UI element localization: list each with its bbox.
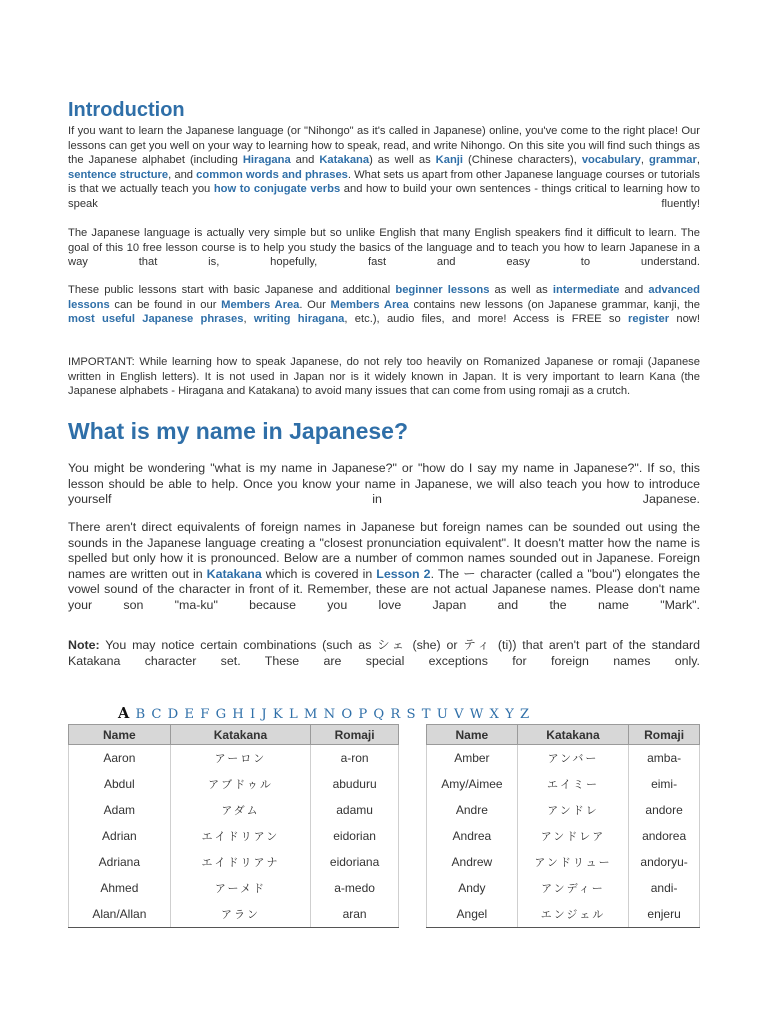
text: These public lessons start with basic Japanese and additional [68, 284, 396, 296]
romaji-cell: andore [629, 797, 700, 823]
romaji-cell: amba- [629, 745, 700, 772]
names-table-right [426, 724, 700, 928]
table-row [69, 875, 399, 901]
text: . What sets us apart from other Japanese language courses or tutorials is that we actually teach you [68, 168, 701, 196]
text: contains new lessons (on Japanese grammar, kanji, the [408, 298, 700, 311]
katakana-cell: アンドリュー [517, 849, 628, 875]
katakana-cell: エイドリアン [170, 823, 310, 849]
intermediate-link[interactable]: intermediate [552, 284, 620, 296]
register-link[interactable]: register [628, 313, 670, 326]
name-cell: Adrian [69, 823, 171, 849]
romaji-cell: aran [311, 901, 399, 928]
romaji-cell: eidorian [311, 823, 399, 849]
alphabet-letter-x[interactable]: X [489, 707, 499, 722]
katakana-cell: アンドレア [517, 823, 628, 849]
text: If you want to learn the Japanese language (or "Nihongo" as it's called in Japanese) online, you've come to the right place! Our lessons can get you well on your way to learning how to speak, read, and write Nihongo. On this site you will find such things as the Japanese alphabet (including [68, 125, 700, 167]
note-label: Note: [68, 638, 100, 652]
grammar-link[interactable]: grammar [649, 154, 697, 167]
name-cell: Andrew [427, 849, 518, 875]
katakana-cell: アラン [170, 901, 310, 928]
romaji-cell: andi- [629, 875, 700, 901]
members-area-link[interactable]: Members Area [221, 298, 300, 311]
romaji-cell: enjeru [629, 901, 700, 928]
name-cell: Aaron [69, 745, 171, 772]
katakana-cell: アーロン [170, 745, 310, 772]
alphabet-letter-e[interactable]: E [184, 707, 195, 722]
alphabet-letter-v[interactable]: V [454, 707, 464, 722]
katakana-cell: アーメド [170, 875, 310, 901]
name-paragraph-2 [68, 520, 700, 614]
column-header-name: Name [427, 725, 518, 745]
name-cell: Adam [69, 797, 171, 823]
alphabet-letter-j[interactable]: J [261, 707, 267, 722]
text: now! [669, 313, 700, 326]
text: , [696, 154, 700, 167]
name-cell: Andrea [427, 823, 518, 849]
name-cell: Angel [427, 901, 518, 928]
katakana-link[interactable]: Katakana [319, 154, 370, 167]
text: . The ー character (called a "bou") elongates the vowel sound of the character in front of it. Remember, these are not actual Japanese names. Please don't name your son "ma-ku" because you love Japan and the name "Mark". [68, 566, 700, 612]
kanji-link[interactable]: Kanji [435, 154, 464, 167]
katakana-cell: アンディー [517, 875, 628, 901]
vocabulary-link[interactable]: vocabulary [581, 154, 641, 167]
column-header-katakana: Katakana [517, 725, 628, 745]
katakana-cell: エンジェル [517, 901, 628, 928]
alphabet-letter-a[interactable]: A [118, 705, 130, 722]
romaji-cell: a-ron [311, 745, 399, 772]
text: You may notice certain combinations (such as シェ (she) or ティ (ti)) that aren't part of the standard Katakana character set. These are special exceptions for foreign names only. [68, 638, 700, 668]
table-row [427, 797, 700, 823]
alphabet-letter-f[interactable]: F [200, 707, 210, 722]
table-row [427, 901, 700, 928]
alphabet-letter-r[interactable]: R [390, 707, 401, 722]
katakana-cell: アンドレ [517, 797, 628, 823]
katakana-cell: エイミー [517, 771, 628, 797]
note-paragraph [68, 638, 700, 669]
beginner-lessons-link[interactable]: beginner lessons [395, 284, 490, 296]
members-area-link-2[interactable]: Members Area [330, 298, 409, 311]
name-cell: Andre [427, 797, 518, 823]
romaji-cell: a-medo [311, 875, 399, 901]
name-cell: Abdul [69, 771, 171, 797]
katakana-cell: アブドゥル [170, 771, 310, 797]
advanced-lessons-link[interactable]: advanced lessons [68, 284, 700, 311]
table-row [69, 745, 399, 772]
table-row [69, 823, 399, 849]
alphabet-letter-t[interactable]: T [421, 707, 431, 722]
conjugate-verbs-link[interactable]: how to conjugate verbs [213, 183, 341, 196]
column-header-romaji: Romaji [629, 725, 700, 745]
text: . Our [299, 298, 331, 311]
katakana-cell: アンバー [517, 745, 628, 772]
alphabet-letter-d[interactable]: D [167, 707, 179, 722]
alphabet-letter-m[interactable]: M [303, 707, 318, 722]
name-cell: Andy [427, 875, 518, 901]
alphabet-letter-i[interactable]: I [250, 707, 256, 722]
name-section-heading: What is my name in Japanese? [68, 418, 409, 444]
sentence-structure-link[interactable]: sentence structure [68, 168, 169, 181]
alphabet-letter-h[interactable]: H [232, 707, 244, 722]
column-header-katakana: Katakana [170, 725, 310, 745]
writing-hiragana-link[interactable]: writing hiragana [253, 313, 345, 326]
table-row [69, 797, 399, 823]
name-cell: Amber [427, 745, 518, 772]
alphabet-letter-s[interactable]: S [406, 707, 416, 722]
alphabet-letter-n[interactable]: N [323, 707, 336, 722]
table-row [427, 745, 700, 772]
table-row [69, 771, 399, 797]
text: ) as well as [369, 154, 436, 167]
intro-paragraph-3 [68, 283, 700, 327]
text: and how to build your own sentences - things critical to learning how to speak fluently! [68, 183, 700, 210]
table-row [69, 901, 399, 928]
table-row [69, 849, 399, 875]
text: can be found in our [109, 298, 222, 311]
alphabet-letter-z[interactable]: Z [520, 707, 530, 722]
lesson-2-link[interactable]: Lesson 2 [376, 566, 431, 581]
hiragana-link[interactable]: Hiragana [242, 154, 291, 167]
alphabet-letter-y[interactable]: Y [505, 707, 514, 722]
katakana-cell: エイドリアナ [170, 849, 310, 875]
name-cell: Alan/Allan [69, 901, 171, 928]
alphabet-letter-l[interactable]: L [288, 707, 298, 722]
romaji-cell: abuduru [311, 771, 399, 797]
introduction-heading: Introduction [68, 99, 185, 121]
common-words-link[interactable]: common words and phrases [196, 168, 348, 181]
text: as well as [489, 284, 553, 296]
text: which is covered in [261, 566, 377, 581]
text: , [243, 313, 254, 326]
table-row [427, 875, 700, 901]
romaji-cell: andorea [629, 823, 700, 849]
katakana-link[interactable]: Katakana [206, 566, 262, 581]
text: , etc.), audio files, and more! Access is FREE so [344, 313, 629, 326]
table-row [427, 849, 700, 875]
alphabet-letter-u[interactable]: U [436, 707, 448, 722]
table-row [427, 771, 700, 797]
important-note: IMPORTANT: While learning how to speak Japanese, do not rely too heavily on Romanized Japanese or romaji (Japanese written in English letters). It is not used in Japan nor is it widely known in Japan. It is very important to learn Kana (the Japanese alphabets - Hiragana and Katakana) to avoid many issues that can come from using romaji as a crutch. [68, 356, 700, 398]
alphabet-index [118, 705, 658, 722]
alphabet-letter-w[interactable]: W [469, 707, 484, 722]
text: (Chinese characters), [463, 154, 582, 167]
romaji-cell: andoryu- [629, 849, 700, 875]
romaji-cell: adamu [311, 797, 399, 823]
intro-paragraph-2: The Japanese language is actually very simple but so unlike English that many English speakers find it difficult to learn. The goal of this 10 free lesson course is to help you study the basics of the language and to teach you how to learn Japanese in a way that is, hopefully, fast and easy to understand. [68, 227, 700, 269]
name-cell: Ahmed [69, 875, 171, 901]
names-table-left [68, 724, 399, 928]
katakana-cell: アダム [170, 797, 310, 823]
alphabet-letter-g[interactable]: G [215, 707, 227, 722]
text: There aren't direct equivalents of foreign names in Japanese but foreign names can be sounded out using the sounds in the Japanese language creating a "closest pronunciation equivalent". It doesn't matter how the name is spelled but only how it is pronounced. Below are a number of common names sounded out in Japanese. Foreign names are written out in [68, 520, 700, 581]
column-header-romaji: Romaji [311, 725, 399, 745]
name-cell: Amy/Aimee [427, 771, 518, 797]
name-cell: Adriana [69, 849, 171, 875]
text: , and [168, 168, 197, 181]
intro-paragraph-1 [68, 124, 700, 212]
table-row [427, 823, 700, 849]
romaji-cell: eimi- [629, 771, 700, 797]
alphabet-letter-q[interactable]: Q [373, 707, 385, 722]
text: and [290, 154, 320, 167]
text: , [640, 154, 649, 167]
alphabet-letter-k[interactable]: K [272, 707, 283, 722]
useful-phrases-link[interactable]: most useful Japanese phrases [68, 313, 244, 326]
text: and [619, 284, 649, 296]
alphabet-letter-p[interactable]: P [358, 707, 368, 722]
column-header-name: Name [69, 725, 171, 745]
alphabet-letter-b[interactable]: B [135, 707, 146, 722]
name-paragraph-1: You might be wondering "what is my name in Japanese?" or "how do I say my name in Japanese?". If so, this lesson should be able to help. Once you know your name in Japanese, we will also teach you how to introduce yourself in Japanese. [68, 461, 700, 507]
alphabet-letter-o[interactable]: O [341, 707, 353, 722]
romaji-cell: eidoriana [311, 849, 399, 875]
alphabet-letter-c[interactable]: C [151, 707, 162, 722]
